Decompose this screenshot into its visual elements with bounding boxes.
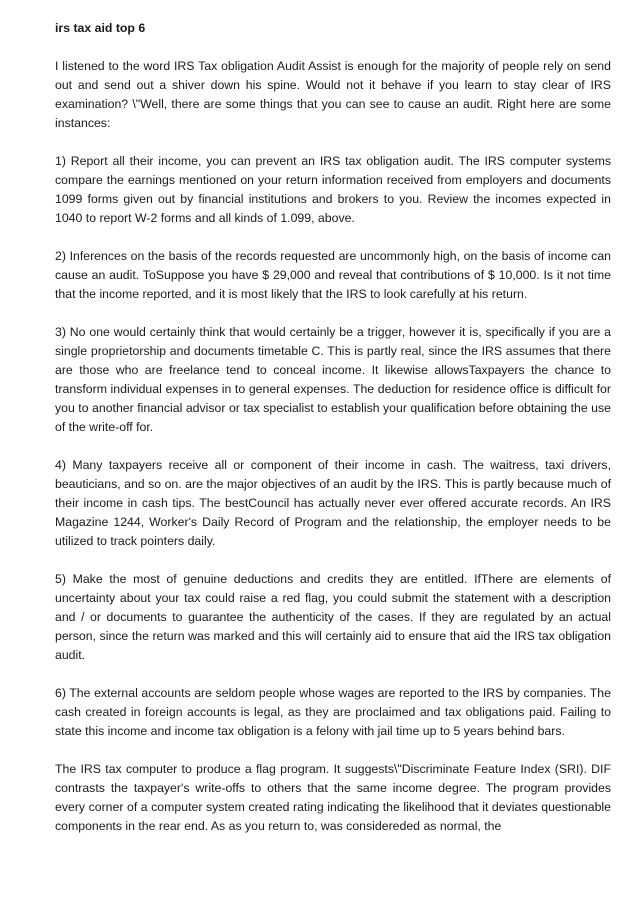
paragraph-intro: I listened to the word IRS Tax obligation Audit Assist is enough for the majority of people rely on send out and send out a shiver down his spine. Would not it behave if you learn to stay clear of IRS examination? \"Well, there are some things that you can see to cause an audit. Right here are some instances: xyxy=(55,59,611,130)
paragraph-1: 1) Report all their income, you can prevent an IRS tax obligation audit. The IRS computer systems compare the earnings mentioned on your return information received from employers and documents 1099 forms given out by financial institutions and brokers to you. Review the incomes expected in 1040 to report W-2 forms and all kinds of 1.099, above. xyxy=(55,154,611,225)
document-title: irs tax aid top 6 xyxy=(55,21,146,35)
paragraph-2: 2) Inferences on the basis of the records requested are uncommonly high, on the basis of income can cause an audit. ToSuppose you have $ 29,000 and reveal that contributions of $ 10,000. Is it not time that the income reported, and it is most likely that the IRS to look carefully at his return. xyxy=(55,249,611,301)
paragraph-3: 3) No one would certainly think that would certainly be a trigger, however it is, specifically if you are a single proprietorship and documents timetable C. This is partly real, since the IRS assumes that there are those who are freelance tend to conceal income. It likewise allowsTaxpayers the chance to transform individual expenses in to general expenses. The deduction for residence office is difficult for you to another financial advisor or tax specialist to establish your qualification before obtaining the use of the write-off for. xyxy=(55,325,611,434)
paragraph-6: 6) The external accounts are seldom people whose wages are reported to the IRS by companies. The cash created in foreign accounts is legal, as they are proclaimed and tax obligations paid. Failing to state this income and income tax obligation is a felony with jail time up to 5 years behind bars. xyxy=(55,686,611,738)
paragraph-4: 4) Many taxpayers receive all or component of their income in cash. The waitress, taxi drivers, beauticians, and so on. are the major objectives of an audit by the IRS. This is partly because much of their income in cash tips. The bestCouncil has actually never ever offered accurate records. An IRS Magazine 1244, Worker's Daily Record of Program and the relationship, the employer needs to be utilized to track pointers daily. xyxy=(55,458,611,548)
paragraph-5: 5) Make the most of genuine deductions and credits they are entitled. IfThere are elements of uncertainty about your tax could raise a red flag, you could submit the statement with a description and / or documents to guarantee the authenticity of the cases. If they are regulated by an actual person, since the return was marked and this will certainly aid to ensure that aid the IRS tax obligation audit. xyxy=(55,572,611,662)
paragraph-dif: The IRS tax computer to produce a flag program. It suggests\"Discriminate Feature Index (SRI). DIF contrasts the taxpayer's write-offs to others that the same income degree. The program provides every corner of a computer system created rating indicating the likelihood that it deviates questionable components in the rear end. As as you return to, was considereded as normal, the xyxy=(55,762,611,833)
